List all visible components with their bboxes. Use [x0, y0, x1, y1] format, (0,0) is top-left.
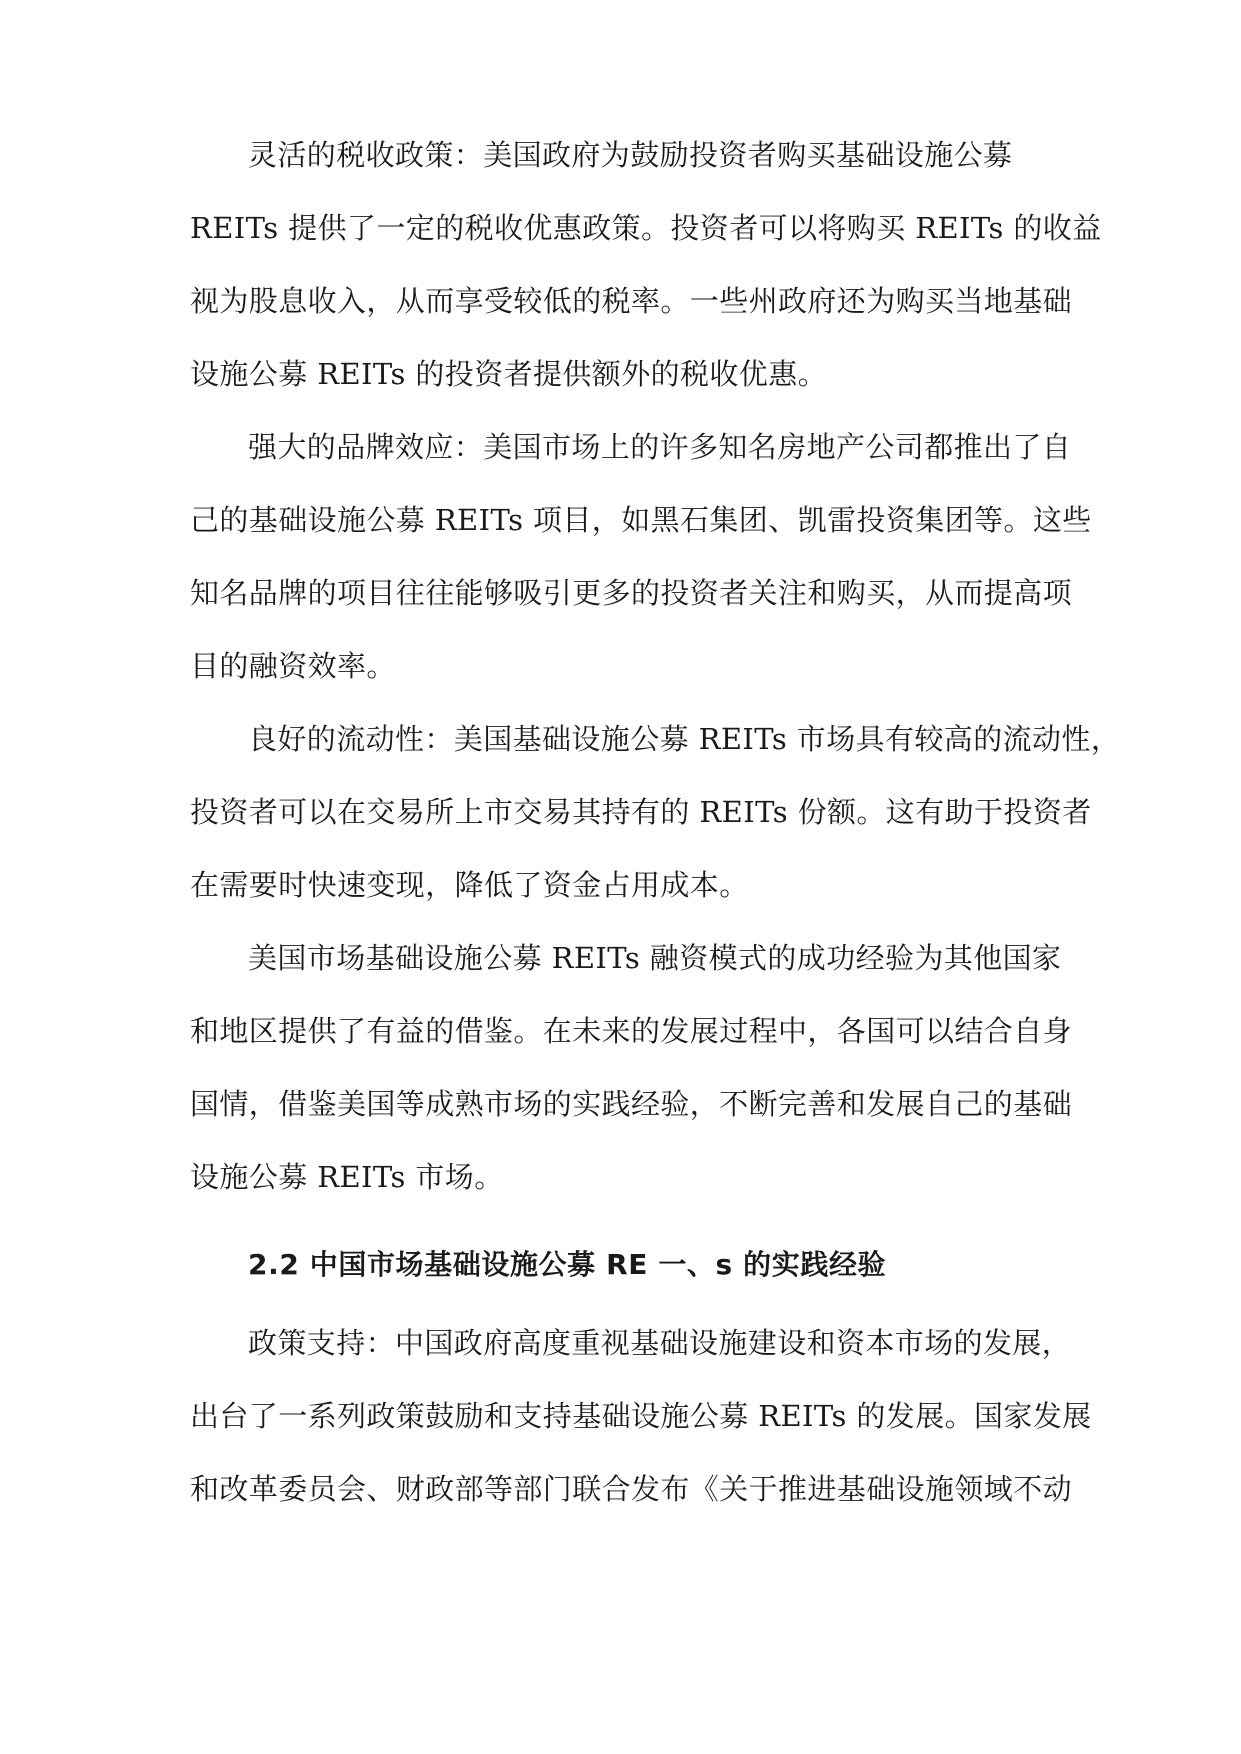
paragraph-3-line-2: 投资者可以在交易所上市交易其持有的 REITs 份额。这有助于投资者: [190, 795, 1092, 829]
paragraph-4-line-1: 美国市场基础设施公募 REITs 融资模式的成功经验为其他国家: [248, 941, 1062, 975]
paragraph-2-line-1: 强大的品牌效应：美国市场上的许多知名房地产公司都推出了自: [248, 430, 1072, 464]
paragraph-5-line-2: 出台了一系列政策鼓励和支持基础设施公募 REITs 的发展。国家发展: [190, 1399, 1092, 1433]
paragraph-5-line-1: 政策支持：中国政府高度重视基础设施建设和资本市场的发展，: [248, 1326, 1072, 1360]
paragraph-4-line-4: 设施公募 REITs 市场。: [190, 1160, 504, 1194]
paragraph-2-line-3: 知名品牌的项目往往能够吸引更多的投资者关注和购买，从而提高项: [190, 576, 1073, 610]
paragraph-3-line-3: 在需要时快速变现，降低了资金占用成本。: [190, 868, 749, 902]
paragraph-1-line-3: 视为股息收入，从而享受较低的税率。一些州政府还为购买当地基础: [190, 284, 1073, 318]
paragraph-5-line-3: 和改革委员会、财政部等部门联合发布《关于推进基础设施领域不动: [190, 1472, 1073, 1506]
paragraph-2-line-4: 目的融资效率。: [190, 649, 396, 683]
section-heading: 2.2 中国市场基础设施公募 RE 一、s 的实践经验: [248, 1248, 887, 1281]
paragraph-1-line-2: REITs 提供了一定的税收优惠政策。投资者可以将购买 REITs 的收益: [190, 211, 1102, 245]
paragraph-1-line-1: 灵活的税收政策：美国政府为鼓励投资者购买基础设施公募: [248, 138, 1013, 172]
paragraph-2-line-2: 己的基础设施公募 REITs 项目，如黑石集团、凯雷投资集团等。这些: [190, 503, 1092, 537]
paragraph-4-line-3: 国情，借鉴美国等成熟市场的实践经验，不断完善和发展自己的基础: [190, 1087, 1073, 1121]
paragraph-4-line-2: 和地区提供了有益的借鉴。在未来的发展过程中，各国可以结合自身: [190, 1014, 1073, 1048]
paragraph-1-line-4: 设施公募 REITs 的投资者提供额外的税收优惠。: [190, 357, 828, 391]
paragraph-3-line-1: 良好的流动性：美国基础设施公募 REITs 市场具有较高的流动性，: [248, 722, 1121, 756]
